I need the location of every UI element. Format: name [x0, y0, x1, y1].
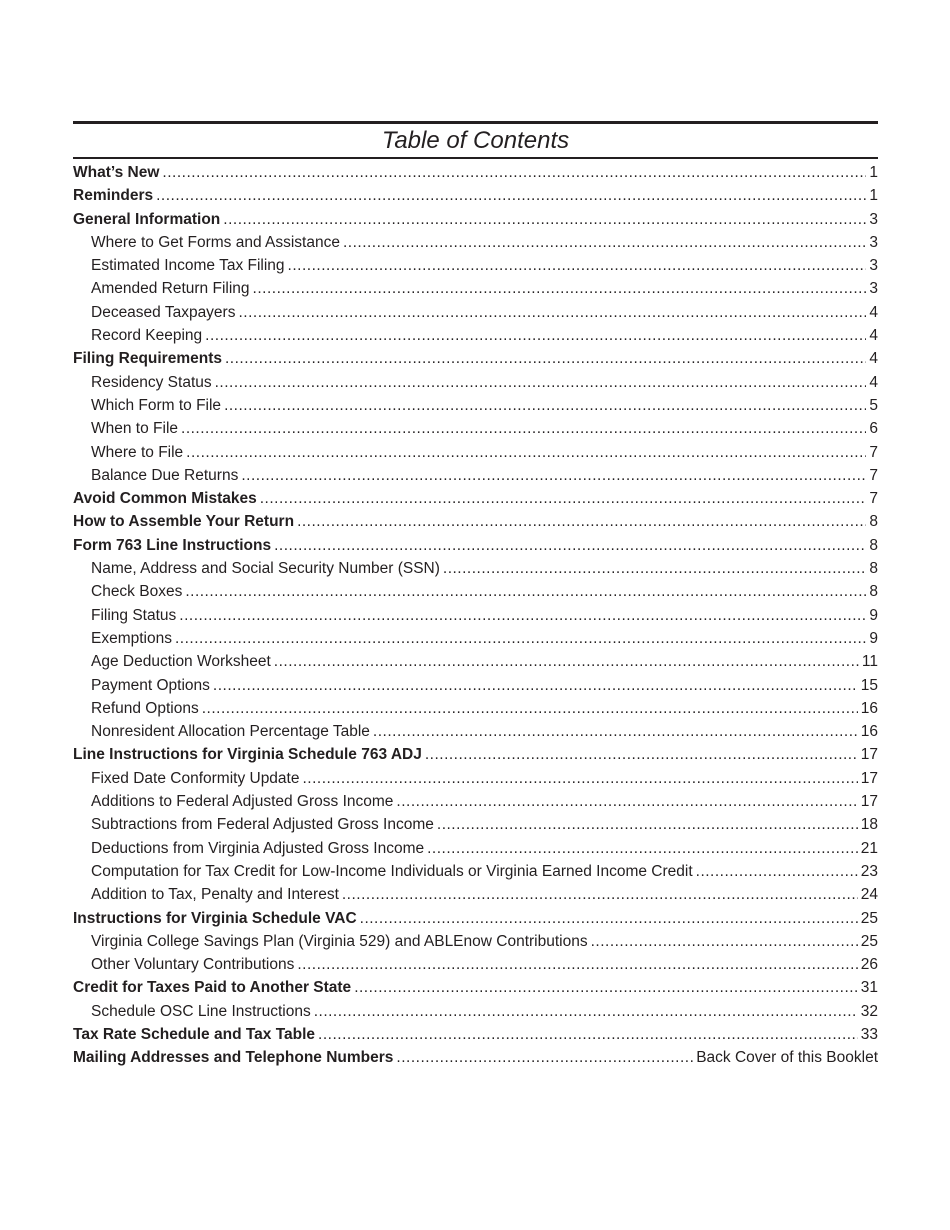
toc-entry-page-number: 33 — [860, 1025, 878, 1043]
toc-subsection-entry[interactable] — [73, 394, 878, 417]
dot-leader — [314, 1000, 858, 1023]
toc-section-entry[interactable] — [73, 184, 878, 207]
dot-leader — [215, 371, 867, 394]
toc-entry-label: Name, Address and Social Security Number (SSN) — [91, 560, 440, 578]
toc-entry-label: Subtractions from Federal Adjusted Gross Income — [91, 816, 434, 834]
toc-entry-label: Reminders — [73, 187, 154, 205]
dot-leader — [186, 441, 866, 464]
toc-section-entry[interactable] — [73, 208, 878, 231]
toc-entry-page-number: 26 — [860, 956, 878, 974]
toc-entry-label: Nonresident Allocation Percentage Table — [91, 723, 370, 741]
toc-entry-label: Filing Requirements — [73, 350, 222, 368]
toc-subsection-entry[interactable] — [73, 231, 878, 254]
toc-subsection-entry[interactable] — [73, 441, 878, 464]
dot-leader — [205, 324, 866, 347]
toc-entry-label: Where to Get Forms and Assistance — [91, 233, 340, 251]
toc-section-entry[interactable] — [73, 487, 878, 510]
toc-entry-page-number: 15 — [860, 676, 878, 694]
dot-leader — [253, 277, 867, 300]
dot-leader — [241, 464, 866, 487]
toc-entry-list — [73, 161, 878, 1070]
toc-entry-page-number: 8 — [869, 513, 878, 531]
toc-subsection-entry[interactable] — [73, 254, 878, 277]
toc-subsection-entry[interactable] — [73, 837, 878, 860]
dot-leader — [181, 417, 866, 440]
dot-leader — [342, 883, 858, 906]
dot-leader — [396, 1046, 693, 1069]
dot-leader — [260, 487, 867, 510]
toc-entry-page-number: 6 — [869, 420, 878, 438]
toc-subsection-entry[interactable] — [73, 720, 878, 743]
toc-subsection-entry[interactable] — [73, 417, 878, 440]
toc-subsection-entry[interactable] — [73, 557, 878, 580]
toc-subsection-entry[interactable] — [73, 604, 878, 627]
toc-section-entry[interactable] — [73, 743, 878, 766]
toc-entry-page-number: 9 — [869, 629, 878, 647]
dot-leader — [156, 184, 866, 207]
toc-entry-label: What’s New — [73, 164, 160, 181]
dot-leader — [437, 813, 858, 836]
toc-subsection-entry[interactable] — [73, 580, 878, 603]
toc-entry-label: Line Instructions for Virginia Schedule 763 ADJ — [73, 746, 422, 764]
title-bottom-rule — [73, 157, 878, 159]
toc-subsection-entry[interactable] — [73, 790, 878, 813]
dot-leader — [213, 674, 858, 697]
dot-leader — [297, 510, 866, 533]
toc-subsection-entry[interactable] — [73, 860, 878, 883]
toc-subsection-entry[interactable] — [73, 371, 878, 394]
dot-leader — [175, 627, 866, 650]
toc-entry-page-number: 1 — [869, 164, 878, 181]
page-title: Table of Contents — [381, 127, 570, 154]
toc-entry-page-number: 25 — [860, 932, 878, 950]
toc-entry-label: Form 763 Line Instructions — [73, 536, 272, 554]
dot-leader — [343, 231, 866, 254]
toc-entry-label: Which Form to File — [91, 396, 222, 414]
toc-entry-page-number: 4 — [869, 350, 878, 368]
dot-leader — [274, 650, 859, 673]
toc-entry-label: Deductions from Virginia Adjusted Gross Income — [91, 839, 425, 857]
toc-entry-page-number: 25 — [860, 909, 878, 927]
toc-entry-page-number: 17 — [860, 793, 878, 811]
toc-subsection-entry[interactable] — [73, 697, 878, 720]
toc-entry-page-number: 4 — [869, 303, 878, 321]
dot-leader — [274, 534, 866, 557]
toc-section-entry[interactable] — [73, 907, 878, 930]
dot-leader — [696, 860, 858, 883]
toc-subsection-entry[interactable] — [73, 650, 878, 673]
toc-entry-label: Schedule OSC Line Instructions — [91, 1002, 311, 1020]
dot-leader — [162, 161, 866, 184]
toc-entry-page-number: 8 — [869, 583, 878, 601]
toc-entry-page-number: 21 — [860, 839, 878, 857]
toc-entry-page-number: 3 — [869, 210, 878, 228]
toc-entry-label: Where to File — [91, 443, 184, 461]
toc-entry-label: Fixed Date Conformity Update — [91, 769, 300, 787]
toc-section-entry[interactable] — [73, 534, 878, 557]
toc-entry-label: Computation for Tax Credit for Low-Income Individuals or Virginia Earned Income Credit — [91, 862, 693, 880]
toc-entry-label: Deceased Taxpayers — [91, 303, 236, 321]
toc-entry-page-number: 17 — [860, 769, 878, 787]
toc-entry-label: Balance Due Returns — [91, 466, 239, 484]
toc-entry-label: When to File — [91, 420, 179, 438]
toc-subsection-entry[interactable] — [73, 674, 878, 697]
table-of-contents — [73, 121, 878, 1070]
toc-section-entry[interactable] — [73, 1023, 878, 1046]
toc-entry-page-number: 11 — [861, 653, 878, 671]
toc-subsection-entry[interactable] — [73, 883, 878, 906]
toc-subsection-entry[interactable] — [73, 464, 878, 487]
toc-entry-page-number: 18 — [860, 816, 878, 834]
toc-subsection-entry[interactable] — [73, 930, 878, 953]
toc-entry-page-number: 3 — [869, 233, 878, 251]
toc-entry-label: Check Boxes — [91, 583, 183, 601]
toc-entry-label: Virginia College Savings Plan (Virginia 529) and ABLEnow Contributions — [91, 932, 588, 950]
toc-entry-label: Estimated Income Tax Filing — [91, 257, 285, 275]
toc-subsection-entry[interactable] — [73, 277, 878, 300]
toc-entry-page-number: 3 — [869, 280, 878, 298]
toc-entry-page-number: 7 — [869, 443, 878, 461]
toc-entry-page-number: Back Cover of this Booklet — [696, 1049, 878, 1067]
toc-entry-label: General Information — [73, 210, 221, 228]
toc-entry-page-number: 4 — [869, 327, 878, 345]
toc-subsection-entry[interactable] — [73, 953, 878, 976]
toc-subsection-entry[interactable] — [73, 627, 878, 650]
toc-entry-page-number: 8 — [869, 560, 878, 578]
dot-leader — [238, 301, 866, 324]
toc-subsection-entry[interactable] — [73, 1000, 878, 1023]
toc-subsection-entry[interactable] — [73, 324, 878, 347]
toc-entry-label: Mailing Addresses and Telephone Numbers — [73, 1049, 394, 1067]
toc-section-entry[interactable] — [73, 510, 878, 533]
toc-section-entry[interactable] — [73, 976, 878, 999]
dot-leader — [185, 580, 866, 603]
toc-section-entry[interactable] — [73, 347, 878, 370]
dot-leader — [202, 697, 858, 720]
toc-entry-label: How to Assemble Your Return — [73, 513, 295, 531]
toc-entry-label: Age Deduction Worksheet — [91, 653, 271, 671]
dot-leader — [179, 604, 866, 627]
toc-entry-page-number: 24 — [860, 886, 878, 904]
toc-entry-page-number: 8 — [869, 536, 878, 554]
dot-leader — [225, 347, 866, 370]
toc-entry-label: Addition to Tax, Penalty and Interest — [91, 886, 339, 904]
toc-entry-page-number: 16 — [860, 699, 878, 717]
toc-entry-page-number: 3 — [869, 257, 878, 275]
toc-entry-label: Tax Rate Schedule and Tax Table — [73, 1025, 316, 1043]
dot-leader — [427, 837, 858, 860]
dot-leader — [302, 767, 857, 790]
toc-entry-label: Record Keeping — [91, 327, 203, 345]
toc-entry-page-number: 9 — [869, 606, 878, 624]
toc-entry-label: Payment Options — [91, 676, 210, 694]
toc-entry-page-number: 7 — [869, 466, 878, 484]
toc-entry-page-number: 17 — [860, 746, 878, 764]
toc-entry-page-number: 7 — [869, 490, 878, 508]
toc-entry-label: Filing Status — [91, 606, 177, 624]
title-top-rule — [73, 121, 878, 124]
toc-entry-label: Exemptions — [91, 629, 172, 647]
toc-entry-label: Residency Status — [91, 373, 212, 391]
toc-section-entry[interactable] — [73, 161, 878, 184]
toc-entry-page-number: 1 — [869, 187, 878, 205]
toc-entry-page-number: 31 — [860, 979, 878, 997]
dot-leader — [360, 907, 858, 930]
dot-leader — [396, 790, 857, 813]
dot-leader — [425, 743, 858, 766]
toc-entry-page-number: 16 — [860, 723, 878, 741]
toc-entry-label: Avoid Common Mistakes — [73, 490, 257, 508]
toc-entry-label: Other Voluntary Contributions — [91, 956, 295, 974]
dot-leader — [591, 930, 858, 953]
toc-entry-label: Instructions for Virginia Schedule VAC — [73, 909, 357, 927]
toc-entry-page-number: 32 — [860, 1002, 878, 1020]
toc-entry-label: Refund Options — [91, 699, 199, 717]
dot-leader — [443, 557, 866, 580]
dot-leader — [297, 953, 857, 976]
dot-leader — [318, 1023, 858, 1046]
toc-entry-page-number: 23 — [860, 862, 878, 880]
toc-subsection-entry[interactable] — [73, 301, 878, 324]
toc-subsection-entry[interactable] — [73, 813, 878, 836]
toc-section-entry[interactable] — [73, 1046, 878, 1069]
dot-leader — [224, 394, 866, 417]
toc-entry-label: Amended Return Filing — [91, 280, 250, 298]
toc-entry-label: Additions to Federal Adjusted Gross Income — [91, 793, 394, 811]
dot-leader — [223, 208, 866, 231]
toc-entry-label: Credit for Taxes Paid to Another State — [73, 979, 352, 997]
toc-entry-page-number: 4 — [869, 373, 878, 391]
toc-entry-page-number: 5 — [869, 396, 878, 414]
toc-subsection-entry[interactable] — [73, 767, 878, 790]
dot-leader — [288, 254, 867, 277]
dot-leader — [373, 720, 858, 743]
dot-leader — [354, 976, 858, 999]
